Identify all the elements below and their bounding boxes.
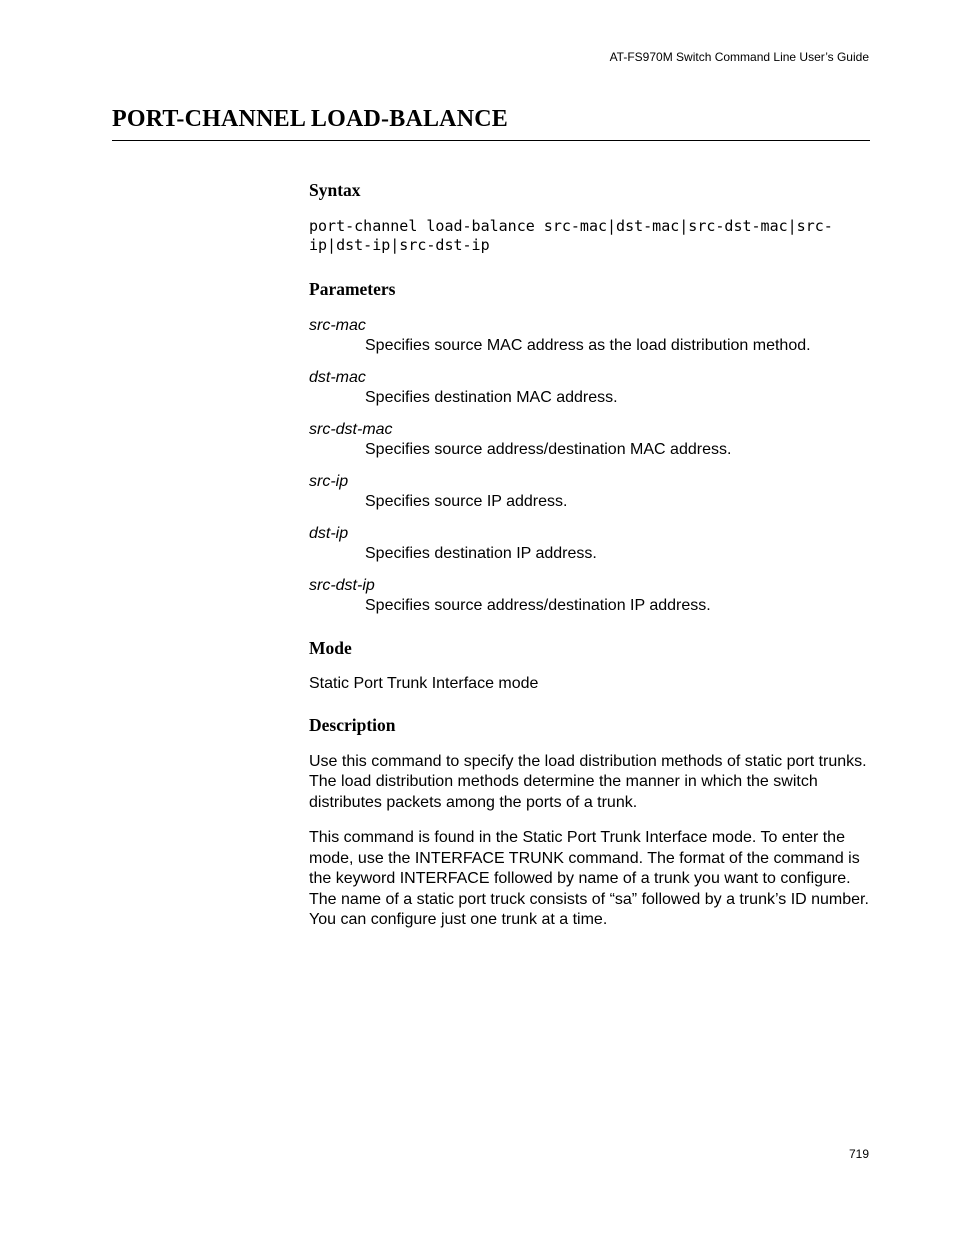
- description-paragraph: Use this command to specify the load distribution methods of static port trunks. The load distribution methods determine the manner in which the switch distributes packets among the ports of a trunk.: [309, 752, 867, 811]
- parameter-item: [309, 368, 870, 407]
- parameter-item: [309, 420, 870, 459]
- running-header: AT-FS970M Switch Command Line User’s Guide: [609, 50, 869, 64]
- parameter-description: Specifies source MAC address as the load distribution method.: [365, 337, 811, 354]
- title-rule: [112, 140, 870, 141]
- syntax-command: port-channel load-balance src-mac|dst-mac|src-dst-mac|src-ip|dst-ip|src-dst-ip: [309, 217, 833, 254]
- parameter-description: Specifies destination IP address.: [365, 545, 597, 562]
- parameter-description: Specifies source address/destination IP address.: [365, 597, 711, 614]
- description-paragraph: This command is found in the Static Port Trunk Interface mode. To enter the mode, use the INTERFACE TRUNK command. The format of the command is the keyword INTERFACE followed by name of a trunk you want to configure. The name of a static port truck consists of “sa” followed by a trunk’s ID number. You can configure just one trunk at a time.: [309, 829, 869, 928]
- mode-text: Static Port Trunk Interface mode: [309, 675, 539, 692]
- parameter-description: Specifies source address/destination MAC address.: [365, 441, 732, 458]
- parameters-heading: Parameters: [309, 279, 396, 299]
- parameter-name: src-mac: [309, 317, 366, 334]
- description-heading: Description: [309, 714, 396, 735]
- parameter-name: src-ip: [309, 473, 349, 490]
- parameter-name: src-dst-ip: [309, 577, 375, 594]
- parameter-item: [309, 524, 870, 563]
- page-title: PORT-CHANNEL LOAD-BALANCE: [112, 106, 508, 132]
- parameter-item: [309, 576, 870, 615]
- parameter-item: [309, 472, 870, 511]
- parameter-name: dst-ip: [309, 525, 349, 542]
- parameter-description: Specifies source IP address.: [365, 493, 568, 510]
- parameter-description: Specifies destination MAC address.: [365, 389, 618, 406]
- syntax-heading: Syntax: [309, 180, 361, 200]
- parameter-item: [309, 316, 870, 355]
- mode-heading: Mode: [309, 638, 352, 658]
- main-content: [309, 177, 870, 931]
- page-number: 719: [848, 1147, 869, 1161]
- parameter-name: dst-mac: [309, 369, 366, 386]
- parameter-name: src-dst-mac: [309, 421, 393, 438]
